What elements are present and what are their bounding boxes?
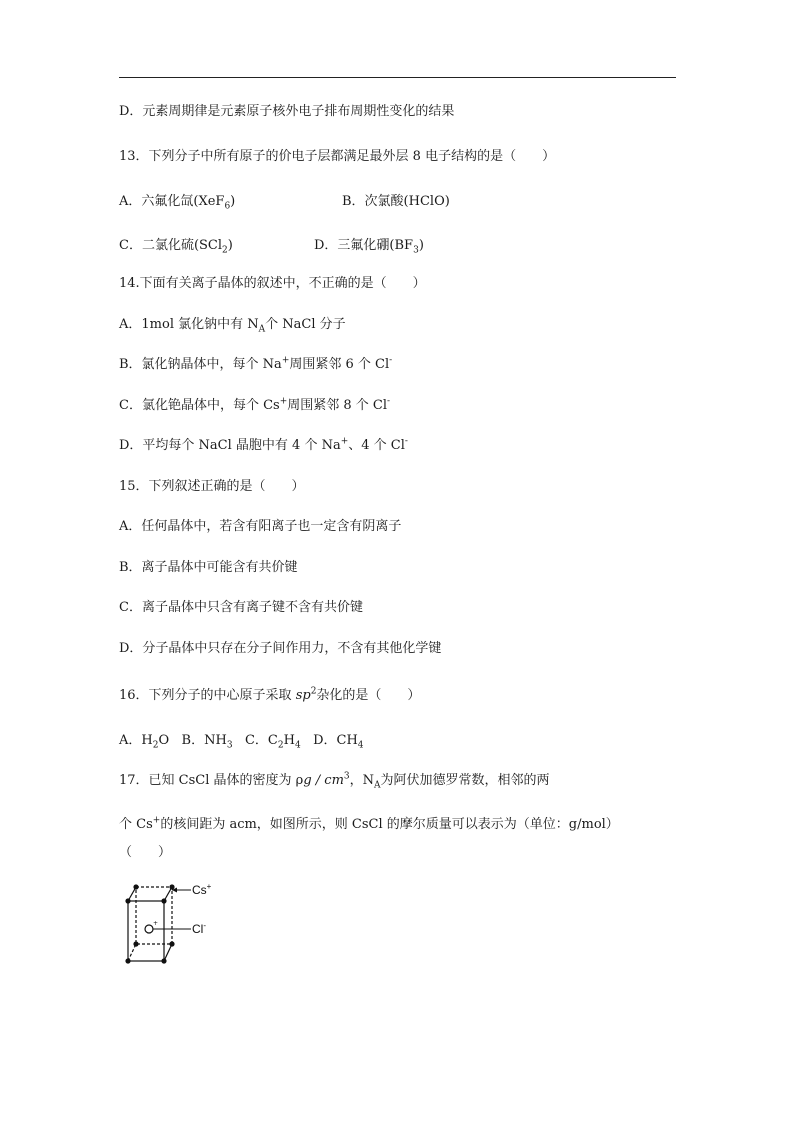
cl-label: Cl- <box>192 921 207 936</box>
cscl-unit-cell-figure <box>120 884 220 974</box>
q16-option-c: C．$C_2H_4$ <box>244 733 301 751</box>
cl-ion-center <box>145 925 153 933</box>
q14-stem: 14.下面有关离子晶体的叙述中，不正确的是（ ） <box>119 276 426 291</box>
cs-ion-back-top-left <box>133 884 138 889</box>
q15-option-d: D．分子晶体中只存在分子间作用力，不含有其他化学键 <box>119 641 442 656</box>
cs-ion-back-top-right <box>169 884 174 889</box>
q15-option-b: B．离子晶体中可能含有共价键 <box>119 560 298 575</box>
q13-option-c: C．二氯化硫(SCl$_2$) <box>119 238 233 256</box>
header-rule <box>119 77 676 78</box>
cs-ion-front-bottom-right <box>161 958 166 963</box>
q13-option-a: A．六氟化氙(XeF$_6$) <box>119 194 236 212</box>
svg-text:+: + <box>153 920 159 927</box>
q15-stem: 15．下列叙述正确的是（ ） <box>119 479 305 494</box>
cs-ion-front-top-left <box>125 898 130 903</box>
q14-option-d: D．平均每个 NaCl 晶胞中有 4 个 Na+、4 个 Cl- <box>119 436 408 453</box>
q16-option-d: D．$CH_4$ <box>313 733 364 751</box>
cs-ion-back-bottom-left <box>133 941 138 946</box>
q17-stem-line3: （ ） <box>119 845 172 860</box>
q15-option-c: C．离子晶体中只含有离子键不含有共价键 <box>119 600 363 615</box>
q17-stem-line1: 17．已知 CsCl 晶体的密度为 ρg / $cm^3$，$N_A$为阿伏加德罗常数，相邻的两 <box>119 771 550 791</box>
q14-option-c: C．氯化铯晶体中，每个 Cs+周围紧邻 8 个 Cl- <box>119 396 391 413</box>
cs-ion-back-bottom-right <box>169 941 174 946</box>
q16-option-b: B．$NH_3$ <box>181 733 233 751</box>
q15-option-a: A．任何晶体中，若含有阳离子也一定含有阴离子 <box>119 519 402 534</box>
q16-stem: 16．下列分子的中心原子采取 $sp^2$杂化的是（ ） <box>119 686 421 703</box>
q12-option-d: D．元素周期律是元素原子核外电子排布周期性变化的结果 <box>119 104 455 119</box>
q13-stem: 13．下列分子中所有原子的价电子层都满足最外层 8 电子结构的是（ ） <box>119 149 556 164</box>
q17-stem-line2: 个 Cs+的核间距为 acm，如图所示，则 CsCl 的摩尔质量可以表示为（单位：g/mol） <box>119 815 619 832</box>
q14-option-b: B．氯化钠晶体中，每个 Na+周围紧邻 6 个 Cl- <box>119 355 393 372</box>
q16-option-a: A．$H_2O$ <box>119 733 170 751</box>
q13-option-d: D．三氟化硼$(BF_3)$ <box>314 238 424 256</box>
cs-label: Cs+ <box>192 884 212 897</box>
q16-options <box>119 732 364 750</box>
q13-option-b: B．次氯酸(HClO) <box>342 194 450 209</box>
q14-option-a: A．1mol 氯化钠中有 $N_A$个 NaCl 分子 <box>119 317 346 335</box>
cs-ion-front-top-right <box>161 898 166 903</box>
cs-ion-front-bottom-left <box>125 958 130 963</box>
